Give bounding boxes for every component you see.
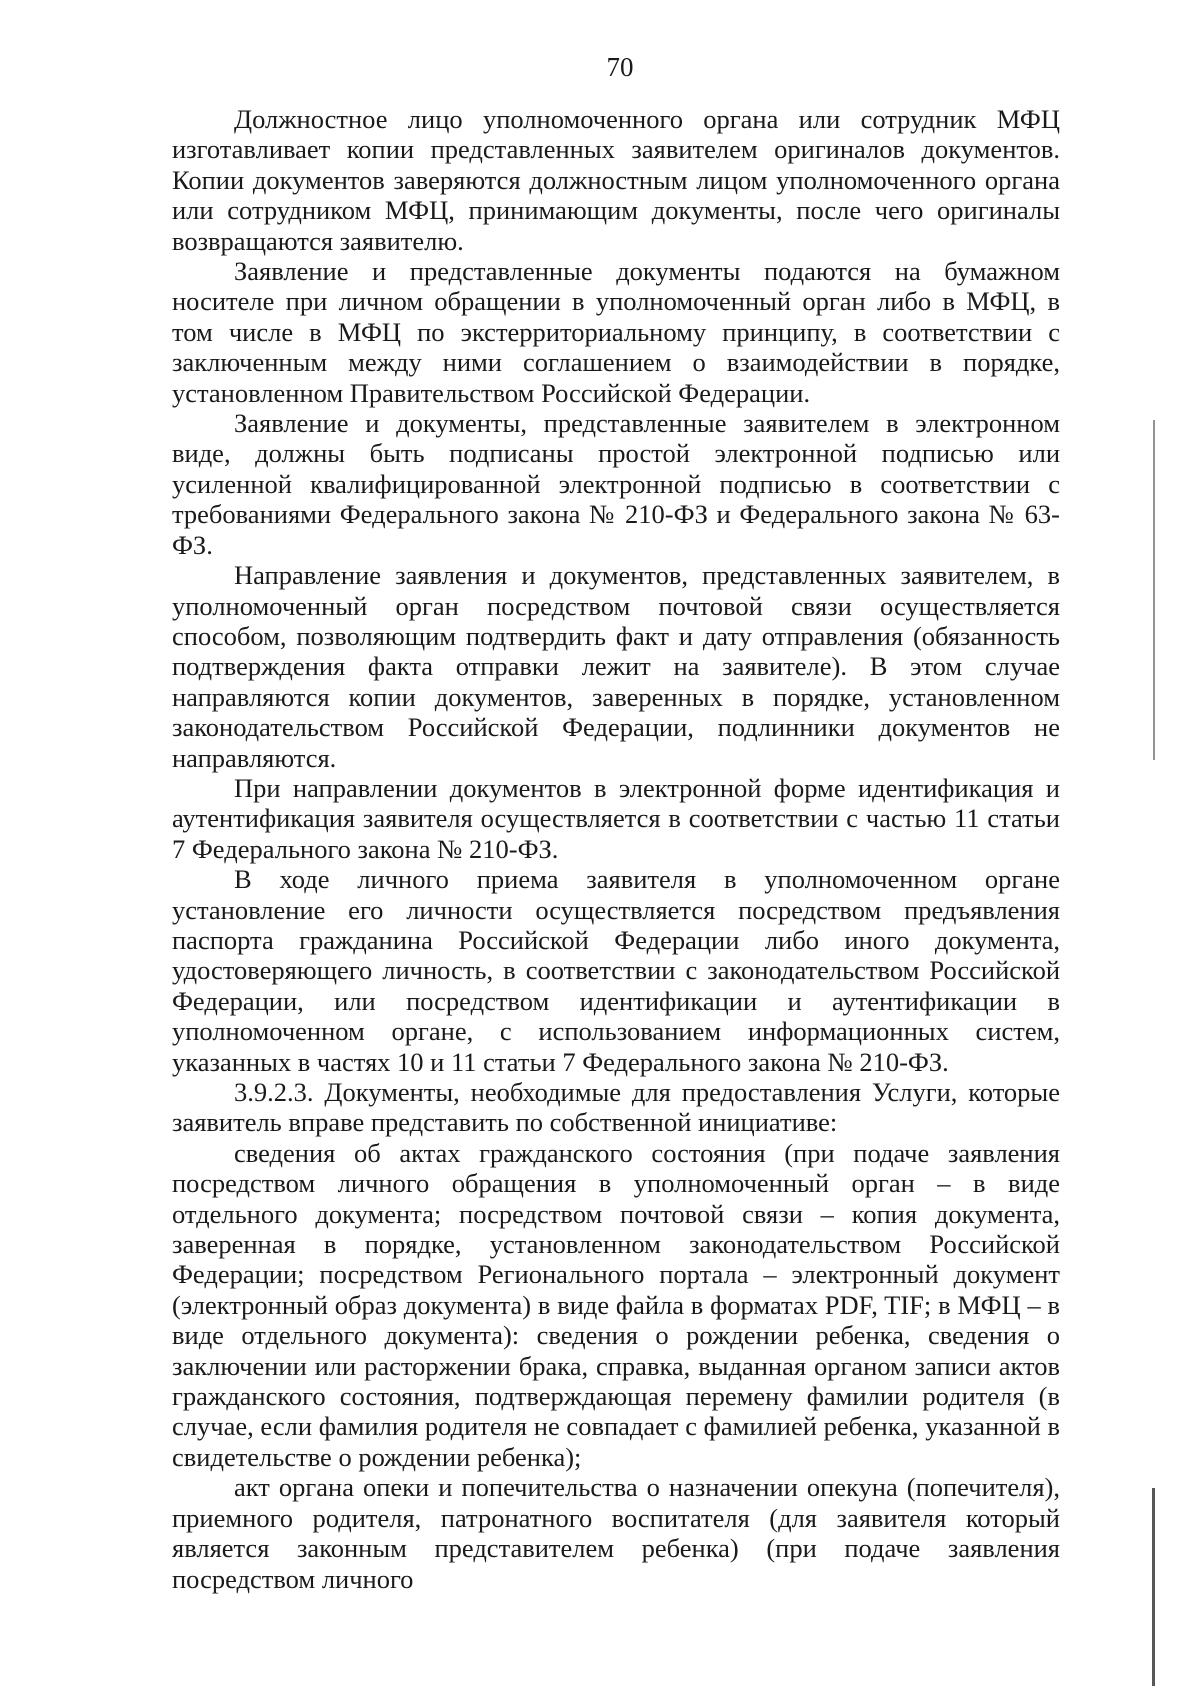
paragraph-section-3-9-2-3: 3.9.2.3. Документы, необходимые для предоставления Услуги, которые заявитель вправе представить по собственной инициативе: — [172, 1077, 1060, 1138]
paragraph-guardianship-act: акт органа опеки и попечительства о назначении опекуна (попечителя), приемного родителя, патронатного воспитателя (для заявителя который является законным представителем ребенка) (при подаче заявления посредством личного — [172, 1472, 1060, 1594]
document-body — [172, 104, 1060, 1594]
paragraph-copies: Должностное лицо уполномоченного органа или сотрудник МФЦ изготавливает копии представленных заявителем оригиналов документов. Копии документов заверяются должностным лицом уполномоченного органа или сотрудником МФЦ, принимающим документы, после чего оригиналы возвращаются заявителю. — [172, 104, 1060, 256]
scan-edge-mark — [1152, 1488, 1155, 1686]
paragraph-electronic-identification: При направлении документов в электронной форме идентификация и аутентификация заявителя осуществляется в соответствии с частью 11 статьи 7 Федерального закона № 210-ФЗ. — [172, 772, 1060, 864]
scan-edge-mark — [1153, 420, 1155, 760]
paragraph-paper-submission: Заявление и представленные документы подаются на бумажном носителе при личном обращении в уполномоченный орган либо в МФЦ, в том числе в МФЦ по экстерриториальному принципу, в соответствии с заключенным между ними соглашением о взаимодействии в порядке, установленном Правительством Российской Федерации. — [172, 256, 1060, 408]
paragraph-electronic-signature: Заявление и документы, представленные заявителем в электронном виде, должны быть подписаны простой электронной подписью или усиленной квалифицированной электронной подписью в соответствии с требованиями Федерального закона № 210-ФЗ и Федерального закона № 63-ФЗ. — [172, 408, 1060, 560]
paragraph-postal-submission: Направление заявления и документов, представленных заявителем, в уполномоченный орган посредством почтовой связи осуществляется способом, позволяющим подтвердить факт и дату отправления (обязанность подтверждения факта отправки лежит на заявителе). В этом случае направляются копии документов, заверенных в порядке, установленном законодательством Российской Федерации, подлинники документов не направляются. — [172, 560, 1060, 773]
paragraph-civil-status-records: сведения об актах гражданского состояния (при подаче заявления посредством личного обращения в уполномоченный орган – в виде отдельного документа; посредством почтовой связи – копия документа, заверенная в порядке, установленном законодательством Российской Федерации; посредством Регионального портала – электронный документ (электронный образ документа) в виде файла в форматах PDF, TIF; в МФЦ – в виде отдельного документа): сведения о рождении ребенка, сведения о заключении или расторжении брака, справка, выданная органом записи актов гражданского состояния, подтверждающая перемену фамилии родителя (в случае, если фамилия родителя не совпадает с фамилией ребенка, указанной в свидетельстве о рождении ребенка); — [172, 1137, 1060, 1472]
paragraph-personal-reception: В ходе личного приема заявителя в уполномоченном органе установление его личности осуществляется посредством предъявления паспорта гражданина Российской Федерации либо иного документа, удостоверяющего личность, в соответствии с законодательством Российской Федерации, или посредством идентификации и аутентификации в уполномоченном органе, с использованием информационных систем, указанных в частях 10 и 11 статьи 7 Федерального закона № 210-ФЗ. — [172, 864, 1060, 1077]
page-number: 70 — [606, 52, 634, 82]
